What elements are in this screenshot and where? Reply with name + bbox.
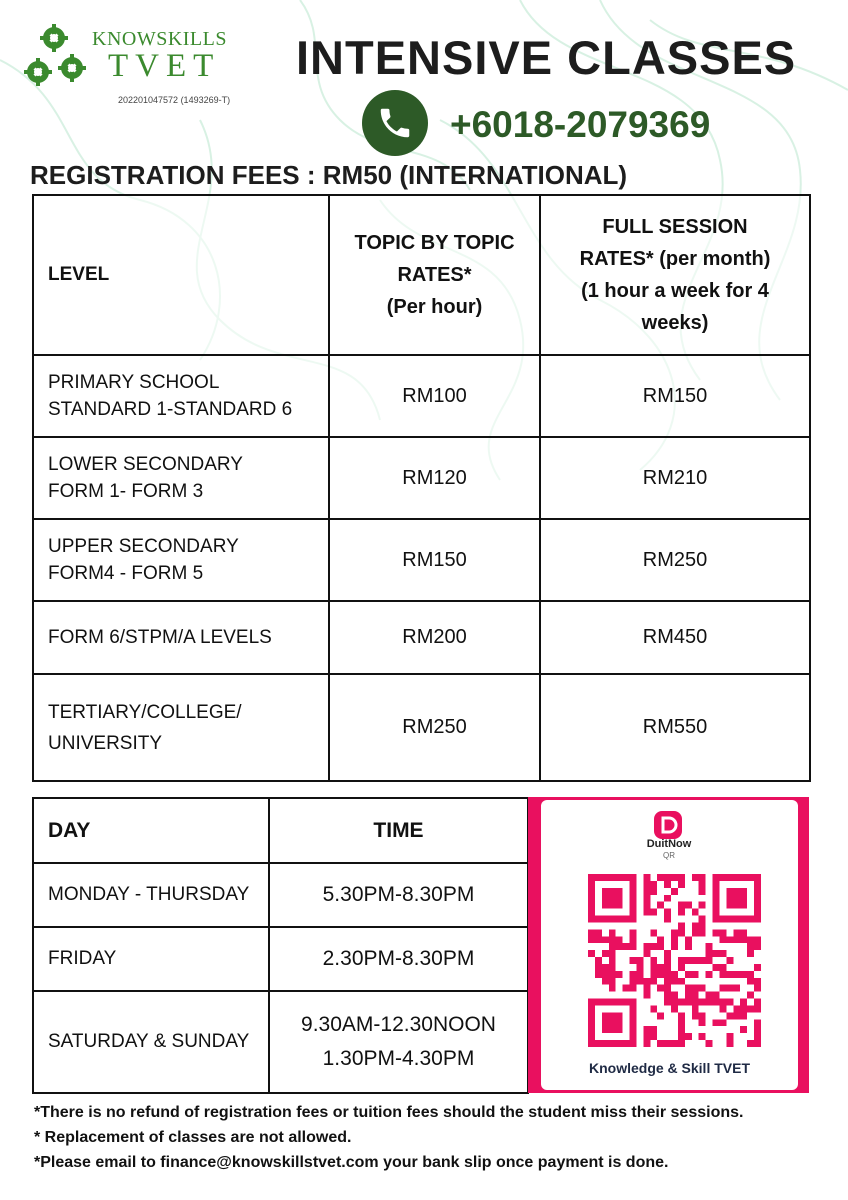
full-rate-cell: RM150: [540, 355, 810, 437]
time-line: 9.30AM-12.30NOON: [301, 1013, 496, 1036]
table-row: [33, 674, 810, 781]
phone-number[interactable]: +6018-2079369: [450, 104, 711, 145]
level-line: STANDARD 1-STANDARD 6: [48, 399, 293, 420]
level-line: UPPER SECONDARY: [48, 536, 239, 557]
time-cell: 5.30PM-8.30PM: [269, 863, 528, 927]
duitnow-brand: DuitNow: [646, 838, 692, 850]
company-logo: [24, 22, 274, 112]
topic-rate-cell: RM200: [329, 601, 540, 674]
duitnow-logo-icon: [653, 810, 683, 840]
table-row: [33, 863, 528, 927]
header-full-line: weeks): [641, 312, 709, 334]
topic-rate-cell: RM100: [329, 355, 540, 437]
level-line: LOWER SECONDARY: [48, 454, 243, 475]
page-title: INTENSIVE CLASSES: [296, 31, 797, 84]
level-line: PRIMARY SCHOOL: [48, 372, 220, 393]
level-cell: [33, 674, 329, 781]
time-cell: 2.30PM-8.30PM: [269, 927, 528, 991]
qr-card: [541, 800, 798, 1090]
table-row: [33, 991, 528, 1093]
company-registration-number: 202201047572 (1493269-T): [118, 95, 231, 105]
duitnow-sub: QR: [663, 851, 675, 860]
full-rate-cell: RM550: [540, 674, 810, 781]
footnote-replacement: * Replacement of classes are not allowed.: [34, 1129, 352, 1146]
phone-icon: [362, 90, 428, 156]
footnote-email: *Please email to finance@knowskillstvet.com your bank slip once payment is done.: [34, 1154, 669, 1171]
fees-table-header: [33, 195, 810, 355]
header-time: TIME: [269, 798, 528, 863]
topic-rate-cell: RM150: [329, 519, 540, 601]
header-full-line: (1 hour a week for 4: [581, 280, 769, 302]
header-topic-line: TOPIC BY TOPIC: [354, 232, 515, 254]
level-cell: [33, 519, 329, 601]
header-topic-line: RATES*: [397, 264, 472, 286]
level-line: TERTIARY/COLLEGE/: [48, 701, 242, 723]
full-rate-cell: RM210: [540, 437, 810, 519]
header-full-line: FULL SESSION: [602, 216, 748, 238]
gears-icon: [24, 24, 94, 88]
qr-code-icon[interactable]: [588, 874, 761, 1047]
fees-table: [32, 194, 811, 782]
table-row: [33, 927, 528, 991]
header-day: DAY: [33, 798, 269, 863]
schedule-header: [33, 798, 528, 863]
time-line: 1.30PM-4.30PM: [322, 1047, 475, 1070]
level-cell: FORM 6/STPM/A LEVELS: [33, 601, 329, 674]
full-rate-cell: RM250: [540, 519, 810, 601]
level-line: FORM4 - FORM 5: [48, 563, 204, 584]
topic-rate-cell: RM120: [329, 437, 540, 519]
full-rate-cell: RM450: [540, 601, 810, 674]
logo-name: KNOWSKILLS: [92, 28, 227, 50]
topic-rate-cell: RM250: [329, 674, 540, 781]
header-full-session-rates: [540, 195, 810, 355]
header-topic-line: (Per hour): [386, 296, 483, 318]
time-cell: [269, 991, 528, 1093]
payment-qr-panel: [528, 797, 809, 1093]
level-cell: [33, 355, 329, 437]
level-line: FORM 1- FORM 3: [48, 481, 204, 502]
registration-fees: REGISTRATION FEES : RM50 (INTERNATIONAL): [30, 160, 628, 190]
footnote-refund: *There is no refund of registration fees or tuition fees should the student miss their sessions.: [34, 1104, 744, 1121]
header-full-line: RATES* (per month): [579, 248, 771, 270]
day-cell: SATURDAY & SUNDAY: [33, 991, 269, 1093]
table-row: [33, 437, 810, 519]
table-row: [33, 355, 810, 437]
day-cell: FRIDAY: [33, 927, 269, 991]
schedule-table: [32, 797, 529, 1094]
table-row: [33, 519, 810, 601]
day-cell: MONDAY - THURSDAY: [33, 863, 269, 927]
logo-subname: TVET: [108, 48, 221, 84]
table-row: [33, 601, 810, 674]
header-topic-rates: [329, 195, 540, 355]
level-line: UNIVERSITY: [48, 732, 163, 754]
qr-caption: Knowledge & Skill TVET: [588, 1060, 751, 1076]
level-cell: [33, 437, 329, 519]
header-level: LEVEL: [33, 195, 329, 355]
